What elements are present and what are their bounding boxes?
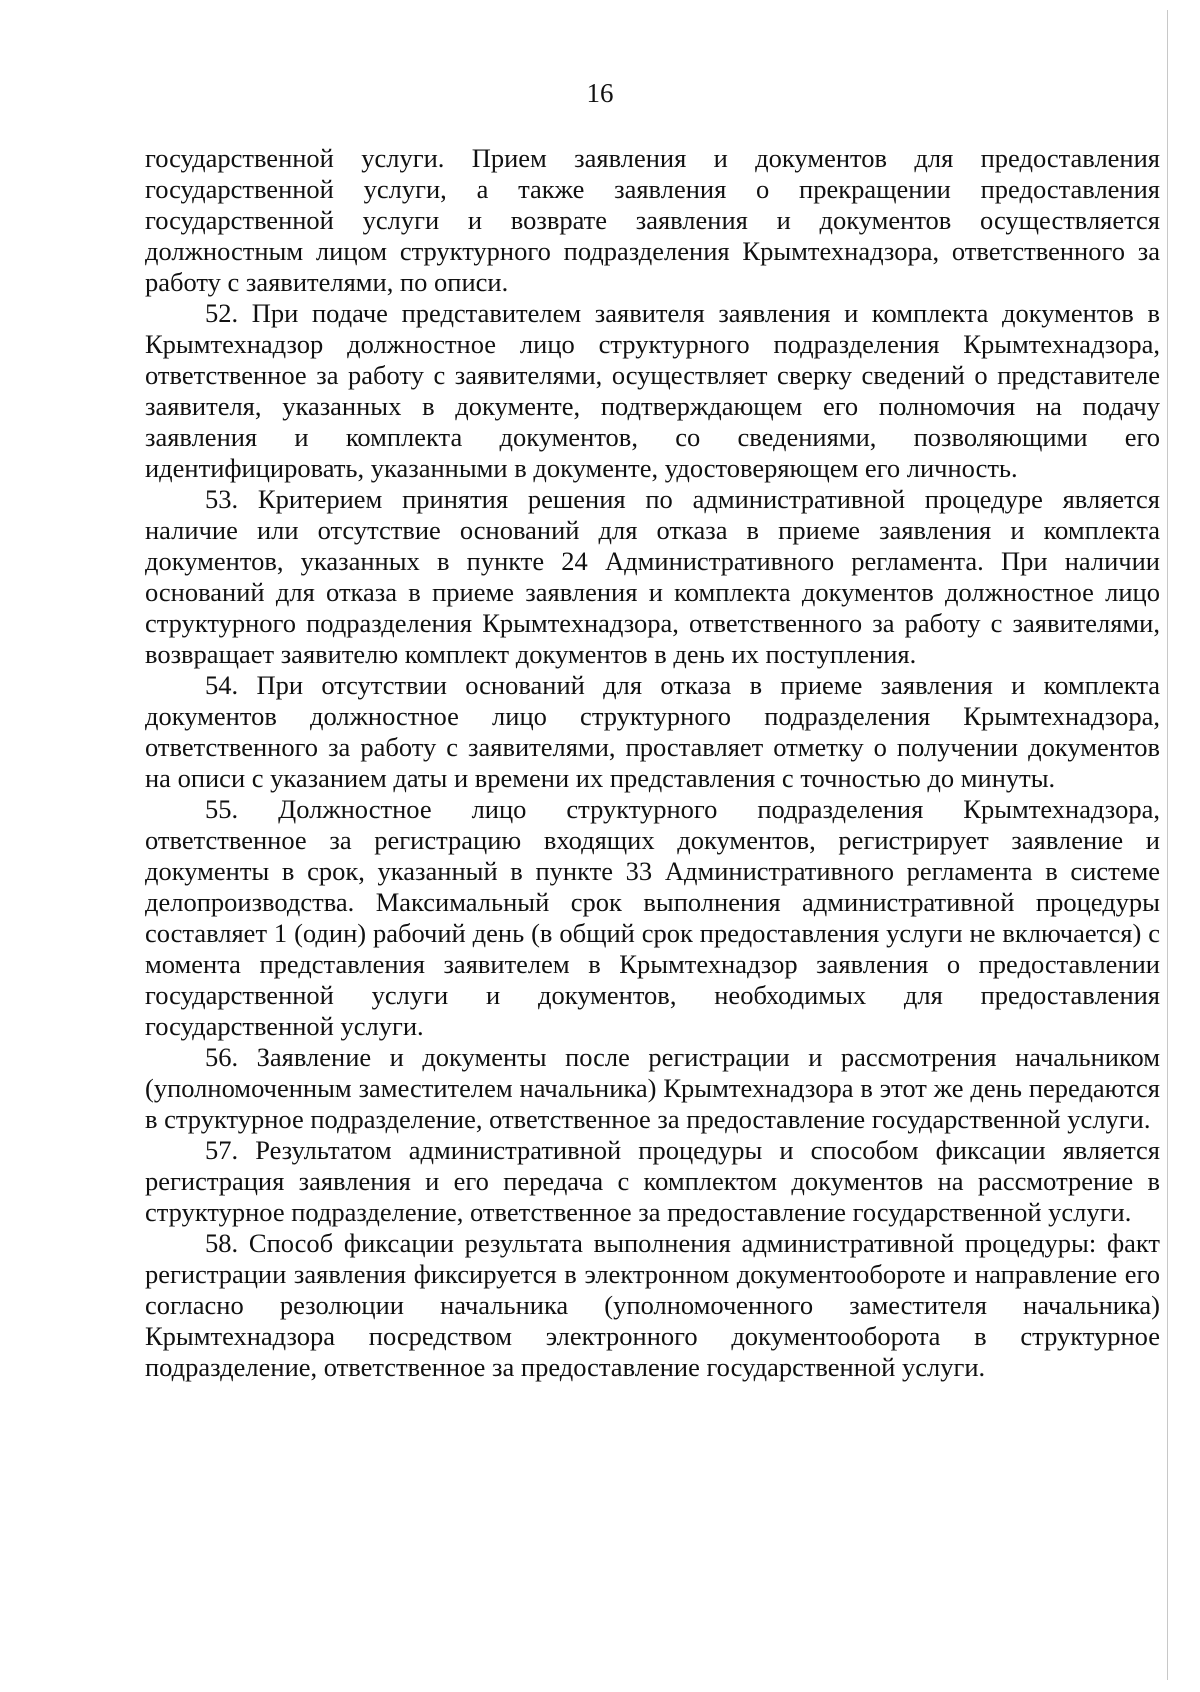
document-body <box>145 143 1160 1383</box>
paragraph-53: 53. Критерием принятия решения по административной процедуре является наличие или отсутствие оснований для отказа в приеме заявления и комплекта документов, указанных в пункте 24 Административного регламента. При наличии оснований для отказа в приеме заявления и комплекта документов должностное лицо структурного подразделения Крымтехнадзора, ответственного за работу с заявителями, возвращает заявителю комплект документов в день их поступления. <box>145 484 1160 669</box>
paragraph-54: 54. При отсутствии оснований для отказа в приеме заявления и комплекта документов должностное лицо структурного подразделения Крымтехнадзора, ответственного за работу с заявителями, проставляет отметку о получении документов на описи с указанием даты и времени их представления с точностью до минуты. <box>145 670 1160 793</box>
paragraph-56: 56. Заявление и документы после регистрации и рассмотрения начальником (уполномоченным заместителем начальника) Крымтехнадзора в этот же день передаются в структурное подразделение, ответственное за предоставление государственной услуги. <box>145 1042 1160 1134</box>
paragraph-55: 55. Должностное лицо структурного подразделения Крымтехнадзора, ответственное за регистрацию входящих документов, регистрирует заявление и документы в срок, указанный в пункте 33 Административного регламента в системе делопроизводства. Максимальный срок выполнения административной процедуры составляет 1 (один) рабочий день (в общий срок предоставления услуги не включается) с момента представления заявителем в Крымтехнадзор заявления о предоставлении государственной услуги и документов, необходимых для предоставления государственной услуги. <box>145 794 1160 1041</box>
page-number: 16 <box>586 78 614 108</box>
paragraph-52: 52. При подаче представителем заявителя заявления и комплекта документов в Крымтехнадзор должностное лицо структурного подразделения Крымтехнадзора, ответственное за работу с заявителями, осуществляет сверку сведений о представителе заявителя, указанных в документе, подтверждающем его полномочия на подачу заявления и комплекта документов, со сведениями, позволяющими его идентифицировать, указанными в документе, удостоверяющем его личность. <box>145 298 1160 483</box>
paragraph-continuation: государственной услуги. Прием заявления и документов для предоставления государственной услуги, а также заявления о прекращении предоставления государственной услуги и возврате заявления и документов осуществляется должностным лицом структурного подразделения Крымтехнадзора, ответственного за работу с заявителями, по описи. <box>145 143 1160 297</box>
scan-edge-line <box>1167 10 1168 1680</box>
paragraph-57: 57. Результатом административной процедуры и способом фиксации является регистрация заявления и его передача с комплектом документов на рассмотрение в структурное подразделение, ответственное за предоставление государственной услуги. <box>145 1135 1160 1227</box>
paragraph-58: 58. Способ фиксации результата выполнения административной процедуры: факт регистрации заявления фиксируется в электронном документообороте и направление его согласно резолюции начальника (уполномоченного заместителя начальника) Крымтехнадзора посредством электронного документооборота в структурное подразделение, ответственное за предоставление государственной услуги. <box>145 1228 1160 1382</box>
